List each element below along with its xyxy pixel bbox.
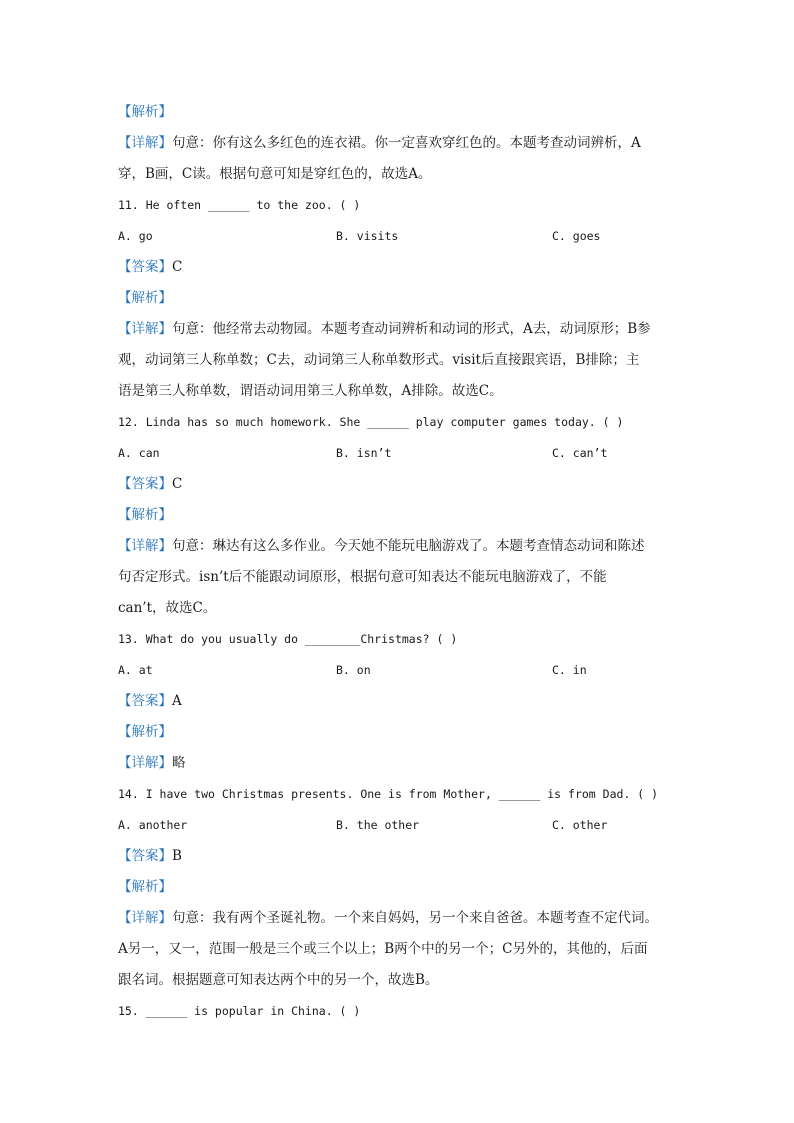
analysis-heading: 【解析】: [118, 724, 172, 740]
detail-line: 句否定形式。isn’t后不能跟动词原形，根据句意可知表达不能玩电脑游戏了，不能: [118, 569, 607, 585]
analysis-heading: 【解析】: [118, 879, 172, 895]
answer-value: C: [172, 259, 183, 275]
option-c: C. can’t: [552, 446, 608, 460]
analysis-heading: 【解析】: [118, 290, 172, 306]
question-stem-15: 15. ______ is popular in China. ( ): [118, 1004, 361, 1018]
options-13: [118, 658, 678, 689]
option-b: B. on: [336, 663, 371, 677]
detail-line: 语是第三人称单数，谓语动词用第三人称单数，A排除。故选C。: [118, 383, 503, 399]
detail-line: 【详解】句意：他经常去动物园。本题考查动词辨析和动词的形式，A去，动词原形；B参: [118, 321, 651, 337]
answer-value: B: [172, 848, 182, 864]
option-a: A. go: [118, 229, 153, 243]
detail-line: A另一，又一，范围一般是三个或三个以上；B两个中的另一个；C另外的，其他的，后面: [118, 941, 648, 957]
answer-line-12: 【答案】C: [118, 476, 183, 492]
answer-value: C: [172, 476, 183, 492]
option-c: C. in: [552, 663, 587, 677]
answer-line-13: 【答案】A: [118, 693, 182, 709]
answer-value: A: [172, 693, 182, 709]
answer-line-11: 【答案】C: [118, 259, 183, 275]
detail-line: 跟名词。根据题意可知表达两个中的另一个，故选B。: [118, 972, 439, 988]
analysis-heading: 【解析】: [118, 507, 172, 523]
option-c: C. goes: [552, 229, 601, 243]
answer-line-14: 【答案】B: [118, 848, 182, 864]
option-a: A. another: [118, 818, 188, 832]
document-page: [118, 100, 678, 1030]
question-stem-11: 11. He often ______ to the zoo. ( ): [118, 198, 361, 212]
options-12: [118, 441, 678, 472]
option-c: C. other: [552, 818, 608, 832]
detail-line: 穿，B画，C读。根据句意可知是穿红色的，故选A。: [118, 166, 432, 182]
detail-line: 观，动词第三人称单数；C去，动词第三人称单数形式。visit后直接跟宾语，B排除；主: [118, 352, 640, 368]
detail-line: 【详解】略: [118, 755, 186, 771]
option-b: B. the other: [336, 818, 420, 832]
question-stem-13: 13. What do you usually do ________Christmas? ( ): [118, 632, 458, 646]
option-b: B. visits: [336, 229, 399, 243]
detail-line: 【详解】句意：琳达有这么多作业。今天她不能玩电脑游戏了。本题考查情态动词和陈述: [118, 538, 645, 554]
option-a: A. can: [118, 446, 160, 460]
question-stem-12: 12. Linda has so much homework. She ______ play computer games today. ( ): [118, 415, 624, 429]
detail-line: can’t，故选C。: [118, 600, 217, 616]
option-b: B. isn’t: [336, 446, 392, 460]
detail-line: 【详解】句意：我有两个圣诞礼物。一个来自妈妈，另一个来自爸爸。本题考查不定代词。: [118, 910, 658, 926]
options-11: [118, 224, 678, 255]
question-stem-14: 14. I have two Christmas presents. One is from Mother, ______ is from Dad. ( ): [118, 787, 659, 801]
detail-line: 【详解】句意：你有这么多红色的连衣裙。你一定喜欢穿红色的。本题考查动词辨析，A: [118, 135, 641, 151]
options-14: [118, 813, 678, 844]
analysis-heading: 【解析】: [118, 104, 172, 120]
option-a: A. at: [118, 663, 153, 677]
